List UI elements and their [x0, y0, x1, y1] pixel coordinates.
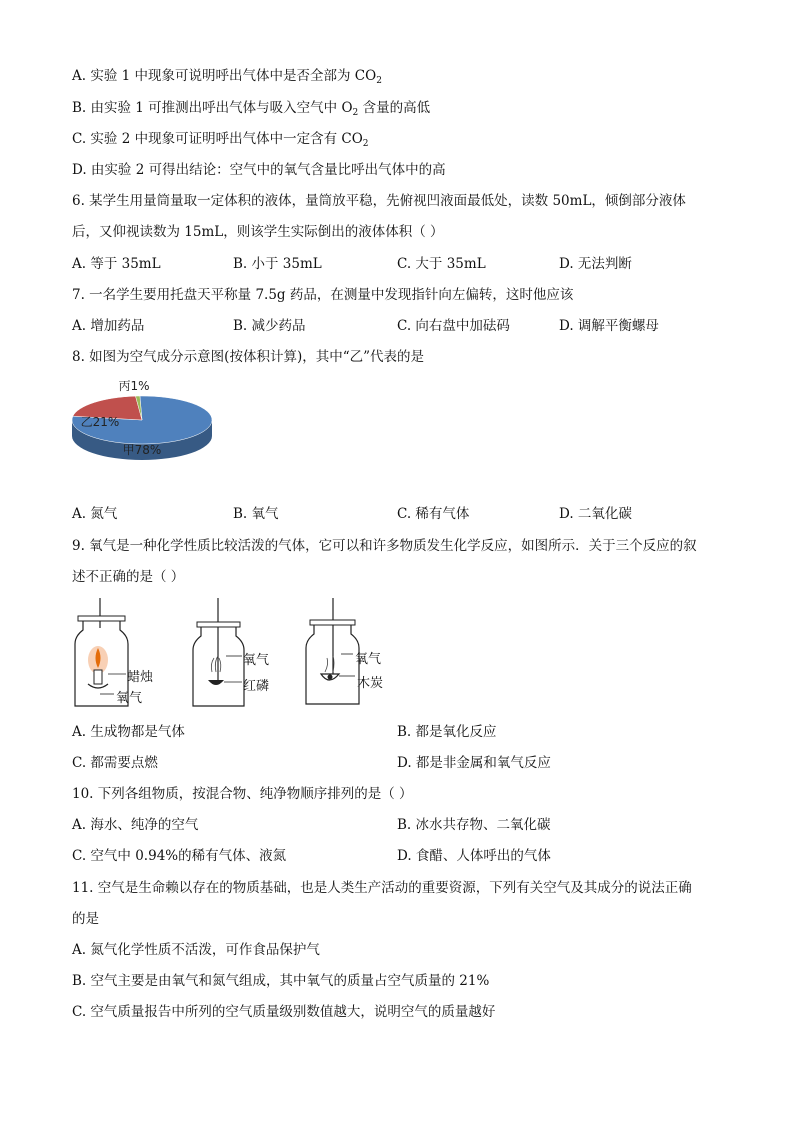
q10-option-b: B. 冰水共存物、二氧化碳: [397, 817, 551, 833]
q5-option-c-text: C. 实验 2 中现象可证明呼出气体中一定含有 CO: [72, 131, 363, 147]
q5-option-b-text: B. 由实验 1 可推测出呼出气体与吸入空气中 O: [72, 100, 353, 116]
combustion-spoon: [208, 680, 224, 685]
q10-stem: 10. 下列各组物质，按混合物、纯净物顺序排列的是（ ）: [72, 786, 413, 802]
q5-option-a-subscript: 2: [376, 76, 382, 86]
q7-option-d: D. 调解平衡螺母: [559, 318, 659, 334]
q6-option-d: D. 无法判断: [559, 256, 632, 272]
charcoal-in-oxygen-figure: [303, 598, 403, 708]
q6-stem-line1: 6. 某学生用量筒量取一定体积的液体，量筒放平稳，先俯视凹液面最低处，读数 50mL，倾倒部分液体: [72, 193, 686, 209]
fig1-label-oxygen: 氧气: [116, 691, 143, 706]
q11-stem-line1: 11. 空气是生命赖以存在的物质基础，也是人类生产活动的重要资源，下列有关空气及其成分的说法正确: [72, 880, 692, 896]
q5-option-b-subscript: 2: [352, 108, 359, 118]
pie-label-1: 乙21%: [80, 415, 120, 429]
q5-option-b: [72, 99, 430, 117]
pie-label-0: 甲78%: [122, 443, 162, 457]
fig1-label-candle: 蜡烛: [127, 670, 154, 685]
q5-option-a-text: A. 实验 1 中现象可说明呼出气体中是否全部为 CO: [72, 68, 377, 84]
q5-option-d: D. 由实验 2 可得出结论：空气中的氧气含量比呼出气体中的高: [72, 162, 446, 178]
q9-option-b: B. 都是氧化反应: [397, 724, 497, 740]
q11-option-c: C. 空气质量报告中所列的空气质量级别数值越大，说明空气的质量越好: [72, 1004, 496, 1020]
q8-option-d: D. 二氧化碳: [559, 506, 632, 522]
q9-stem-line2: 述不正确的是（ ）: [72, 569, 185, 585]
q9-option-c: C. 都需要点燃: [72, 755, 158, 771]
glass-cover: [197, 622, 240, 627]
q7-option-c: C. 向右盘中加砝码: [397, 318, 510, 334]
glass-cover: [78, 616, 125, 621]
q8-stem: 8. 如图为空气成分示意图(按体积计算)，其中“乙”代表的是: [72, 349, 425, 365]
glass-cover: [310, 620, 355, 625]
fig3-label-charcoal: 木炭: [357, 676, 384, 691]
fig3-label-oxygen: 氧气: [355, 652, 382, 667]
q6-option-a: A. 等于 35mL: [72, 256, 161, 272]
candle: [94, 670, 102, 684]
q6-option-b: B. 小于 35mL: [233, 256, 322, 272]
q10-option-c: C. 空气中 0.94%的稀有气体、液氮: [72, 848, 287, 864]
fig2-label-oxygen: 氧气: [243, 653, 270, 668]
q11-stem-line2: 的是: [72, 911, 99, 927]
fig2-label-phosphorus: 红磷: [243, 679, 270, 694]
q10-option-a: A. 海水、纯净的空气: [72, 817, 199, 833]
q9-stem-line1: 9. 氧气是一种化学性质比较活泼的气体，它可以和许多物质发生化学反应，如图所示．关于三个反应的叙: [72, 538, 697, 554]
q9-option-d: D. 都是非金属和氧气反应: [397, 755, 551, 771]
q7-option-b: B. 减少药品: [233, 318, 306, 334]
charcoal-piece: [328, 675, 333, 680]
q5-option-c: [72, 130, 369, 148]
air-composition-pie-chart: [70, 372, 230, 482]
smoke: [211, 656, 220, 672]
q9-option-a: A. 生成物都是气体: [72, 724, 185, 740]
q11-option-b: B. 空气主要是由氧气和氮气组成，其中氧气的质量占空气质量的 21%: [72, 973, 490, 989]
q5-option-c-subscript: 2: [362, 139, 369, 149]
q7-option-a: A. 增加药品: [72, 318, 145, 334]
q10-option-d: D. 食醋、人体呼出的气体: [397, 848, 551, 864]
pie-label-2: 丙1%: [118, 379, 150, 393]
q8-option-b: B. 氧气: [233, 506, 279, 522]
q11-option-a: A. 氮气化学性质不活泼，可作食品保护气: [72, 942, 320, 958]
q6-option-c: C. 大于 35mL: [397, 256, 486, 272]
q7-stem: 7. 一名学生要用托盘天平称量 7.5g 药品，在测量中发现指针向左偏转，这时他应该: [72, 287, 574, 303]
q5-option-a: [72, 67, 382, 85]
q8-option-a: A. 氮气: [72, 506, 118, 522]
q6-stem-line2: 后，又仰视读数为 15mL，则该学生实际倒出的液体体积（ ）: [72, 224, 444, 240]
phosphorus-in-oxygen-figure: [190, 598, 290, 708]
q5-option-b-text-end: 含量的高低: [358, 100, 431, 116]
q8-option-c: C. 稀有气体: [397, 506, 470, 522]
spoon: [88, 684, 108, 688]
